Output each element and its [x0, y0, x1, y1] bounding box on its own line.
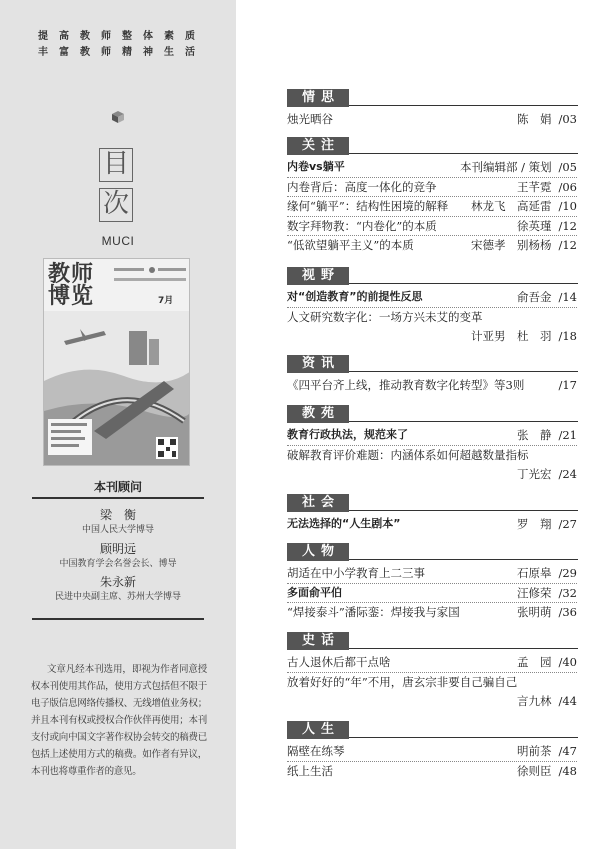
cover-title-line-1: 教师 [48, 262, 95, 287]
entry-author: 陈 娟 [517, 112, 552, 126]
entry-page: /10 [558, 199, 577, 213]
cover-illustration [44, 311, 190, 466]
divider [32, 497, 204, 499]
toc-entry[interactable] [287, 693, 577, 709]
section-label: 情思 [287, 89, 349, 107]
entry-page: /40 [558, 655, 577, 669]
entry-separator [287, 216, 577, 217]
advisor-title: 中国人民大学博导 [81, 525, 154, 535]
toc-entry[interactable] [287, 111, 577, 127]
toc-entry[interactable] [287, 516, 577, 532]
slogan-line-1: 提高教师整体素质 [38, 31, 206, 42]
entry-title: 内卷vs躺平 [287, 160, 345, 173]
section-rule [349, 153, 578, 154]
entry-author: 张明萌 [517, 605, 552, 619]
entry-title: 胡适在中小学教育上二三事 [287, 566, 425, 580]
entry-separator [287, 672, 577, 673]
section-rule [349, 559, 578, 560]
section-rule [349, 371, 578, 372]
entry-author: 宋德孝 别杨杨 [471, 238, 552, 252]
toc-entry[interactable] [287, 309, 577, 325]
entry-separator [287, 602, 577, 603]
entry-author: 孟 园 [517, 655, 552, 669]
section-label: 人物 [287, 543, 349, 561]
toc-entry[interactable] [287, 427, 577, 443]
entry-page: /27 [558, 517, 577, 531]
entry-author: 罗 翔 [517, 517, 552, 531]
entry-title: 古人退休后都干点啥 [287, 655, 391, 669]
section-rule [349, 737, 578, 738]
entry-separator [287, 583, 577, 584]
entry-page: /44 [558, 694, 577, 708]
entry-author: 计亚男 杜 羽 [471, 329, 552, 343]
entry-author: 张 静 [517, 428, 552, 442]
toc-entry[interactable] [287, 289, 577, 305]
entry-title: 烛光晒谷 [287, 112, 333, 126]
entry-page: /12 [558, 218, 577, 233]
entry-author: 本刊编辑部 / 策划 [460, 160, 552, 174]
toc-entry[interactable] [287, 674, 577, 690]
toc-entry[interactable] [287, 447, 577, 463]
entry-page: /14 [558, 290, 577, 304]
entry-page: /05 [558, 160, 577, 174]
section-rule [349, 510, 578, 511]
toc-entry[interactable] [287, 377, 577, 393]
cover-header-marks [112, 265, 188, 287]
toc-entry[interactable] [287, 328, 577, 344]
entry-page: /47 [558, 744, 577, 758]
entry-title: 对“创造教育”的前提性反思 [287, 290, 423, 303]
section-rule [349, 421, 578, 422]
section-rule [349, 105, 578, 106]
section-rule [349, 648, 578, 649]
entry-title: 多面俞平伯 [287, 585, 342, 599]
entry-title: 无法选择的“人生剧本” [287, 517, 401, 530]
toc-entry[interactable] [287, 218, 577, 234]
copyright-notice: 文章凡经本刊选用，即视为作者同意授权本刊使用其作品，使用方式包括但不限于电子版信息网络传播权、无线增值业务权；并且本刊有权或授权合作伙伴再使用；本刊支付或向中国文字著作权协会转交的稿费已包括上述使用方式的稿费。如作者有异议，本刊也将尊重作者的意见。 [31, 664, 207, 777]
entry-page: /24 [558, 467, 577, 481]
entry-page: /17 [558, 378, 577, 392]
muci-label: MUCI [101, 234, 135, 248]
section-rule [349, 283, 578, 284]
sidebar [0, 0, 236, 849]
entry-title: 隔壁在练琴 [287, 744, 345, 758]
cover-title [48, 264, 94, 308]
entry-page: /03 [558, 112, 577, 126]
advisor-name: 梁 衡 [99, 508, 136, 522]
entry-author: 徐则臣 [517, 763, 552, 778]
entry-title: 破解教育评价难题：内涵体系如何超越数量指标 [287, 447, 529, 462]
entry-title: 数字拜物教：“内卷化”的本质 [287, 218, 437, 233]
advisor-title: 民进中央副主席、苏州大学博导 [54, 592, 181, 602]
section-label: 人生 [287, 721, 349, 739]
entry-separator [287, 177, 577, 178]
advisor-name: 朱永新 [99, 575, 136, 589]
entry-page: /29 [558, 566, 577, 580]
entry-author: 言九林 [517, 694, 552, 708]
entry-page: /21 [558, 428, 577, 442]
toc-entry[interactable] [287, 743, 577, 759]
advisors-heading: 本刊顾问 [93, 480, 142, 494]
toc-entry[interactable] [287, 585, 577, 601]
entry-author: 王芊霓 [517, 179, 552, 194]
entry-title: 内卷背后：高度一体化的竞争 [287, 179, 437, 194]
toc-entry[interactable] [287, 179, 577, 195]
section-label: 教苑 [287, 405, 349, 423]
toc-entry[interactable] [287, 237, 577, 253]
mu-character: 目 [99, 148, 133, 182]
entry-page: /12 [558, 238, 577, 252]
toc-entry[interactable] [287, 159, 577, 175]
entry-author: 明前茶 [517, 744, 552, 758]
section-label: 史话 [287, 632, 349, 650]
section-label: 视野 [287, 267, 349, 285]
entry-title: 教育行政执法，规范来了 [287, 428, 408, 441]
toc-entry[interactable] [287, 466, 577, 482]
entry-author: 林龙飞 高延雷 [471, 199, 552, 213]
cover-title-line-2: 博览 [48, 284, 95, 309]
entry-title: 人文研究数字化：一场方兴未艾的变革 [287, 309, 483, 324]
entry-page: /36 [558, 605, 577, 619]
entry-separator [287, 445, 577, 446]
entry-author: 俞吾金 [517, 290, 552, 304]
magazine-cover [43, 258, 190, 466]
divider [32, 618, 204, 620]
entry-author: 徐英瑾 [517, 218, 552, 233]
toc-entry[interactable] [287, 763, 577, 779]
toc-entry[interactable] [287, 198, 577, 214]
toc-entry[interactable] [287, 604, 577, 620]
entry-title: “低欲望躺平主义”的本质 [287, 238, 414, 252]
advisor-title: 中国教育学会名誉会长、博导 [59, 559, 177, 569]
section-label: 社会 [287, 494, 349, 512]
section-label: 资讯 [287, 355, 349, 373]
entry-title: “焊接泰斗”潘际銮：焊接我与家国 [287, 605, 460, 619]
entry-title: 《四平台齐上线，推动教育数字化转型》等3则 [287, 378, 525, 392]
section-label: 关注 [287, 137, 349, 155]
toc-entry[interactable] [287, 654, 577, 670]
cube-icon [111, 110, 125, 124]
entry-page: /18 [558, 329, 577, 343]
toc-entry[interactable] [287, 565, 577, 581]
entry-author: 丁光宏 [517, 467, 552, 481]
cover-month: 7月 [158, 296, 174, 306]
entry-page: /32 [558, 585, 577, 600]
entry-separator [287, 235, 577, 236]
ci-character: 次 [99, 188, 133, 222]
entry-title: 缘何“躺平”：结构性困境的解释 [287, 199, 449, 213]
entry-title: 纸上生活 [287, 763, 333, 778]
slogan-line-2: 丰富教师精神生活 [38, 47, 206, 58]
entry-separator [287, 761, 577, 762]
advisor-name: 顾明远 [99, 542, 136, 556]
entry-title: 放着好好的“年”不用，唐玄宗非要自己骗自己 [287, 674, 518, 689]
entry-separator [287, 307, 577, 308]
entry-page: /48 [558, 763, 577, 778]
entry-separator [287, 196, 577, 197]
entry-page: /06 [558, 179, 577, 194]
entry-author: 汪修荣 [517, 585, 552, 600]
entry-author: 石原皋 [517, 566, 552, 580]
